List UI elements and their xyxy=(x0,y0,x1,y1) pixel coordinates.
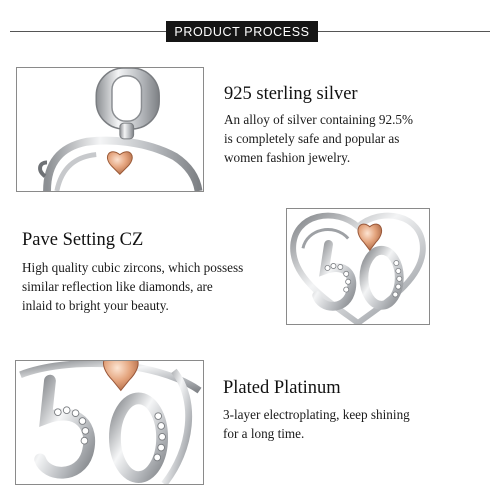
feature-title: Plated Platinum xyxy=(223,378,341,398)
feature-description-line: similar reflection like diamonds, are xyxy=(22,279,213,294)
header-divider-left xyxy=(10,31,166,32)
feature-description-line: for a long time. xyxy=(223,426,305,441)
feature-description-line: High quality cubic zircons, which possess xyxy=(22,260,244,275)
feature-description xyxy=(22,258,243,315)
feature-description-line: is completely safe and popular as xyxy=(224,131,400,146)
feature-description-line: 3-layer electroplating, keep shining xyxy=(223,407,410,422)
feature-description xyxy=(223,405,410,443)
feature-description-line: An alloy of silver containing 92.5% xyxy=(224,112,413,127)
feature-title: Pave Setting CZ xyxy=(22,230,144,250)
feature-description-line: inlaid to bright your beauty. xyxy=(22,298,169,313)
section-header xyxy=(166,21,318,42)
feature-description-line: women fashion jewelry. xyxy=(224,150,351,165)
section-header-title: PRODUCT PROCESS xyxy=(174,24,310,39)
sterling-silver-closeup-image xyxy=(16,67,204,192)
pave-setting-cz-image xyxy=(286,208,430,325)
feature-title: 925 sterling silver xyxy=(224,84,358,104)
header-divider-right xyxy=(318,31,490,32)
plated-platinum-closeup-image xyxy=(15,360,204,485)
feature-description xyxy=(224,110,413,167)
